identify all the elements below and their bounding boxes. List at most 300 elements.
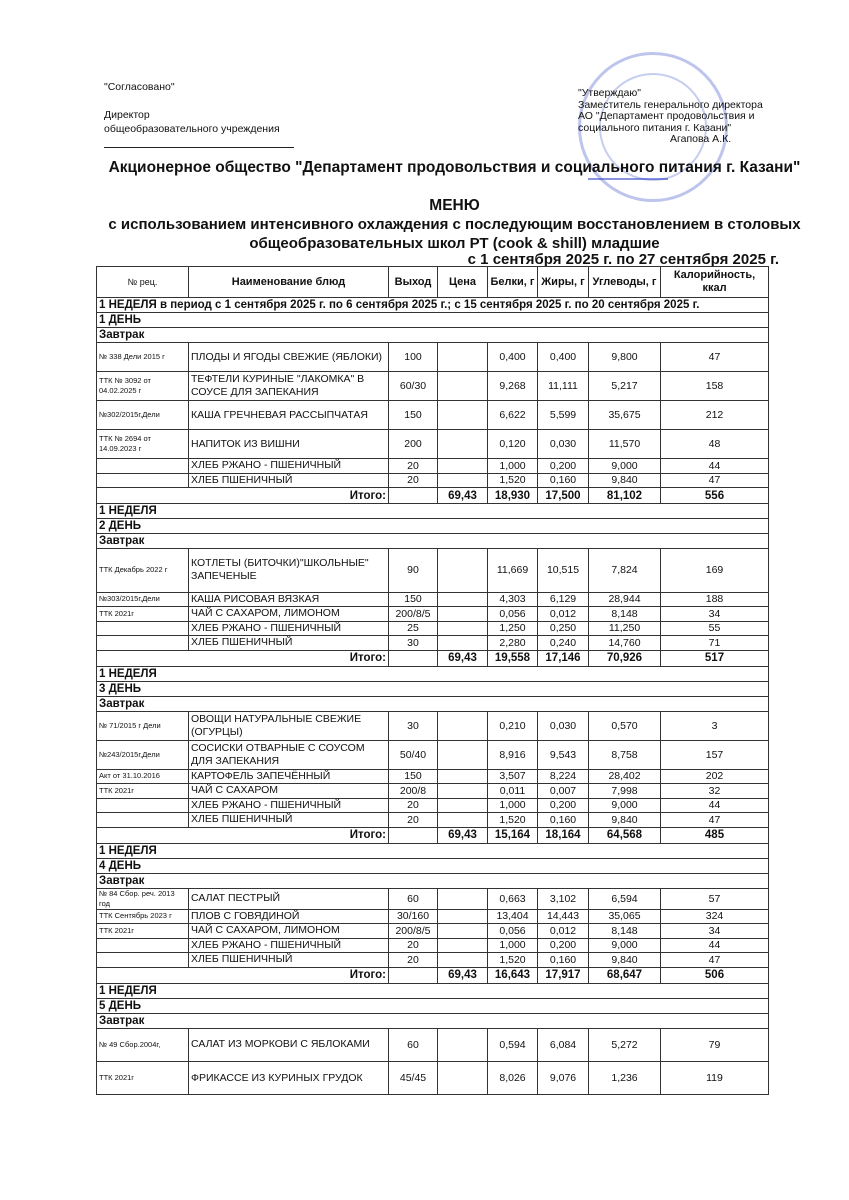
dish-name: ХЛЕБ РЖАНО - ПШЕНИЧНЫЙ xyxy=(189,621,389,636)
carbs-cell: 9,000 xyxy=(589,938,661,953)
total-output xyxy=(389,650,438,666)
dish-name: ХЛЕБ РЖАНО - ПШЕНИЧНЫЙ xyxy=(189,459,389,474)
table-row xyxy=(97,888,769,909)
recipe-code: Акт от 31.10.2016 xyxy=(97,769,189,784)
portion-output: 150 xyxy=(389,401,438,430)
total-label: Итого: xyxy=(97,967,389,983)
fat-cell: 14,443 xyxy=(538,909,589,924)
protein-cell: 0,594 xyxy=(488,1028,538,1061)
menu-title: МЕНЮ xyxy=(429,197,480,214)
kcal-cell: 71 xyxy=(661,636,769,651)
price-cell xyxy=(438,938,488,953)
kcal-cell: 79 xyxy=(661,1028,769,1061)
portion-output: 20 xyxy=(389,459,438,474)
carbs-cell: 7,824 xyxy=(589,549,661,593)
portion-output: 60 xyxy=(389,1028,438,1061)
price-cell xyxy=(438,473,488,488)
dish-name: ХЛЕБ ПШЕНИЧНЫЙ xyxy=(189,473,389,488)
table-row xyxy=(97,621,769,636)
dish-name: ХЛЕБ РЖАНО - ПШЕНИЧНЫЙ xyxy=(189,798,389,813)
protein-cell: 0,120 xyxy=(488,430,538,459)
recipe-code xyxy=(97,798,189,813)
week-label: 1 НЕДЕЛЯ xyxy=(97,983,769,998)
carbs-cell: 9,000 xyxy=(589,798,661,813)
week-label: 1 НЕДЕЛЯ xyxy=(97,843,769,858)
table-row xyxy=(97,473,769,488)
table-row xyxy=(97,549,769,593)
fat-cell: 0,007 xyxy=(538,784,589,799)
total-price: 69,43 xyxy=(438,488,488,504)
table-row xyxy=(97,636,769,651)
total-output xyxy=(389,488,438,504)
carbs-cell: 35,675 xyxy=(589,401,661,430)
portion-output: 25 xyxy=(389,621,438,636)
menu-period: с 1 сентября 2025 г. по 27 сентября 2025 г. xyxy=(467,251,779,268)
total-price: 69,43 xyxy=(438,967,488,983)
dish-name: ТЕФТЕЛИ КУРИНЫЕ "ЛАКОМКА" В СОУСЕ ДЛЯ ЗАПЕКАНИЯ xyxy=(189,372,389,401)
table-row xyxy=(97,769,769,784)
kcal-cell: 324 xyxy=(661,909,769,924)
table-row xyxy=(97,343,769,372)
total-protein: 19,558 xyxy=(488,650,538,666)
carbs-cell: 14,760 xyxy=(589,636,661,651)
menu-subtitle: с использованием интенсивного охлаждения с последующим восстановлением в столовых общеобразовательных школ РТ (cook & shill) младшие xyxy=(108,216,801,252)
meal-label: Завтрак xyxy=(97,534,769,549)
portion-output: 150 xyxy=(389,592,438,607)
col-header: Цена xyxy=(438,267,488,298)
recipe-code: ТТК 2021г xyxy=(97,784,189,799)
col-header: Наименование блюд xyxy=(189,267,389,298)
day-row xyxy=(97,998,769,1013)
price-cell xyxy=(438,924,488,939)
dish-name: ФРИКАССЕ ИЗ КУРИНЫХ ГРУДОК xyxy=(189,1061,389,1094)
meal-row xyxy=(97,873,769,888)
fat-cell: 0,030 xyxy=(538,711,589,740)
dish-name: СОСИСКИ ОТВАРНЫЕ С СОУСОМ ДЛЯ ЗАПЕКАНИЯ xyxy=(189,740,389,769)
meal-row xyxy=(97,696,769,711)
dish-name: ПЛОВ С ГОВЯДИНОЙ xyxy=(189,909,389,924)
price-cell xyxy=(438,636,488,651)
director-org: общеобразовательного учреждения xyxy=(104,123,280,135)
period-row xyxy=(97,298,769,313)
org-title: Акционерное общество "Департамент продовольствия и социального питания г. Казани" xyxy=(108,159,801,176)
total-carbs: 81,102 xyxy=(589,488,661,504)
carbs-cell: 5,272 xyxy=(589,1028,661,1061)
fat-cell: 3,102 xyxy=(538,888,589,909)
dish-name: КАРТОФЕЛЬ ЗАПЕЧЁННЫЙ xyxy=(189,769,389,784)
kcal-cell: 57 xyxy=(661,888,769,909)
total-kcal: 556 xyxy=(661,488,769,504)
protein-cell: 6,622 xyxy=(488,401,538,430)
fat-cell: 0,012 xyxy=(538,607,589,622)
price-cell xyxy=(438,769,488,784)
total-carbs: 68,647 xyxy=(589,967,661,983)
meal-row xyxy=(97,1013,769,1028)
day-label: 2 ДЕНЬ xyxy=(97,519,769,534)
carbs-cell: 28,944 xyxy=(589,592,661,607)
carbs-cell: 0,570 xyxy=(589,711,661,740)
protein-cell: 1,520 xyxy=(488,953,538,968)
day-label: 5 ДЕНЬ xyxy=(97,998,769,1013)
week-row xyxy=(97,843,769,858)
carbs-cell: 6,594 xyxy=(589,888,661,909)
total-row xyxy=(97,827,769,843)
week-label: 1 НЕДЕЛЯ xyxy=(97,504,769,519)
fat-cell: 9,076 xyxy=(538,1061,589,1094)
carbs-cell: 9,840 xyxy=(589,953,661,968)
recipe-code xyxy=(97,636,189,651)
carbs-cell: 8,148 xyxy=(589,924,661,939)
approval-block xyxy=(578,88,778,146)
recipe-code xyxy=(97,813,189,828)
fat-cell: 9,543 xyxy=(538,740,589,769)
fat-cell: 0,160 xyxy=(538,473,589,488)
protein-cell: 11,669 xyxy=(488,549,538,593)
meal-label: Завтрак xyxy=(97,328,769,343)
col-header: Углеводы, г xyxy=(589,267,661,298)
carbs-cell: 5,217 xyxy=(589,372,661,401)
carbs-cell: 28,402 xyxy=(589,769,661,784)
approver-name: Агапова А.К. xyxy=(670,133,732,146)
meal-row xyxy=(97,328,769,343)
price-cell xyxy=(438,909,488,924)
total-kcal: 485 xyxy=(661,827,769,843)
fat-cell: 0,200 xyxy=(538,938,589,953)
dish-name: ХЛЕБ ПШЕНИЧНЫЙ xyxy=(189,953,389,968)
col-header: № рец. xyxy=(97,267,189,298)
protein-cell: 3,507 xyxy=(488,769,538,784)
dish-name: ОВОЩИ НАТУРАЛЬНЫЕ СВЕЖИЕ (ОГУРЦЫ) xyxy=(189,711,389,740)
total-protein: 16,643 xyxy=(488,967,538,983)
total-row xyxy=(97,488,769,504)
meal-label: Завтрак xyxy=(97,696,769,711)
portion-output: 90 xyxy=(389,549,438,593)
total-output xyxy=(389,967,438,983)
protein-cell: 4,303 xyxy=(488,592,538,607)
dish-name: САЛАТ ИЗ МОРКОВИ С ЯБЛОКАМИ xyxy=(189,1028,389,1061)
portion-output: 200/8/5 xyxy=(389,924,438,939)
portion-output: 20 xyxy=(389,473,438,488)
day-label: 4 ДЕНЬ xyxy=(97,858,769,873)
table-row xyxy=(97,924,769,939)
total-fat: 17,146 xyxy=(538,650,589,666)
price-cell xyxy=(438,1028,488,1061)
carbs-cell: 35,065 xyxy=(589,909,661,924)
fat-cell: 0,200 xyxy=(538,798,589,813)
protein-cell: 2,280 xyxy=(488,636,538,651)
total-label: Итого: xyxy=(97,650,389,666)
portion-output: 200/8/5 xyxy=(389,607,438,622)
kcal-cell: 34 xyxy=(661,924,769,939)
portion-output: 200/8 xyxy=(389,784,438,799)
total-protein: 18,930 xyxy=(488,488,538,504)
protein-cell: 0,056 xyxy=(488,607,538,622)
carbs-cell: 9,840 xyxy=(589,813,661,828)
table-row xyxy=(97,798,769,813)
dish-name: КОТЛЕТЫ (БИТОЧКИ)"ШКОЛЬНЫЕ" ЗАПЕЧЕНЫЕ xyxy=(189,549,389,593)
dish-name: ПЛОДЫ И ЯГОДЫ СВЕЖИЕ (ЯБЛОКИ) xyxy=(189,343,389,372)
table-row xyxy=(97,459,769,474)
recipe-code: № 84 Сбор. реч. 2013 год xyxy=(97,888,189,909)
signature-line xyxy=(104,147,294,148)
recipe-code: ТТК 2021г xyxy=(97,1061,189,1094)
fat-cell: 11,111 xyxy=(538,372,589,401)
carbs-cell: 11,250 xyxy=(589,621,661,636)
approve-org-2: социального питания г. Казани" xyxy=(578,121,732,134)
week-label: 1 НЕДЕЛЯ xyxy=(97,666,769,681)
kcal-cell: 48 xyxy=(661,430,769,459)
total-fat: 17,500 xyxy=(538,488,589,504)
protein-cell: 13,404 xyxy=(488,909,538,924)
price-cell xyxy=(438,607,488,622)
portion-output: 100 xyxy=(389,343,438,372)
recipe-code xyxy=(97,938,189,953)
dish-name: НАПИТОК ИЗ ВИШНИ xyxy=(189,430,389,459)
fat-cell: 0,030 xyxy=(538,430,589,459)
price-cell xyxy=(438,711,488,740)
carbs-cell: 7,998 xyxy=(589,784,661,799)
protein-cell: 9,268 xyxy=(488,372,538,401)
week-row xyxy=(97,983,769,998)
protein-cell: 0,056 xyxy=(488,924,538,939)
portion-output: 30 xyxy=(389,711,438,740)
table-row xyxy=(97,909,769,924)
meal-label: Завтрак xyxy=(97,873,769,888)
portion-output: 20 xyxy=(389,953,438,968)
day-label: 3 ДЕНЬ xyxy=(97,681,769,696)
recipe-code: ТТК 2021г xyxy=(97,924,189,939)
fat-cell: 0,200 xyxy=(538,459,589,474)
price-cell xyxy=(438,592,488,607)
dish-name: ХЛЕБ ПШЕНИЧНЫЙ xyxy=(189,813,389,828)
kcal-cell: 158 xyxy=(661,372,769,401)
kcal-cell: 32 xyxy=(661,784,769,799)
portion-output: 200 xyxy=(389,430,438,459)
portion-output: 20 xyxy=(389,798,438,813)
total-carbs: 70,926 xyxy=(589,650,661,666)
day-row xyxy=(97,519,769,534)
total-price: 69,43 xyxy=(438,650,488,666)
kcal-cell: 47 xyxy=(661,473,769,488)
kcal-cell: 44 xyxy=(661,459,769,474)
carbs-cell: 9,000 xyxy=(589,459,661,474)
approve-org-1: АО "Департамент продовольствия и xyxy=(578,110,755,123)
meal-label: Завтрак xyxy=(97,1013,769,1028)
price-cell xyxy=(438,372,488,401)
fat-cell: 0,160 xyxy=(538,813,589,828)
price-cell xyxy=(438,343,488,372)
protein-cell: 0,011 xyxy=(488,784,538,799)
day-label: 1 ДЕНЬ xyxy=(97,313,769,328)
dish-name: КАША РИСОВАЯ ВЯЗКАЯ xyxy=(189,592,389,607)
recipe-code: ТТК № 3092 от 04.02.2025 г xyxy=(97,372,189,401)
table-row xyxy=(97,953,769,968)
price-cell xyxy=(438,740,488,769)
kcal-cell: 47 xyxy=(661,343,769,372)
kcal-cell: 47 xyxy=(661,813,769,828)
table-header-row xyxy=(97,267,769,298)
portion-output: 50/40 xyxy=(389,740,438,769)
week-row xyxy=(97,504,769,519)
price-cell xyxy=(438,430,488,459)
kcal-cell: 212 xyxy=(661,401,769,430)
dish-name: КАША ГРЕЧНЕВАЯ РАССЫПЧАТАЯ xyxy=(189,401,389,430)
recipe-code xyxy=(97,953,189,968)
price-cell xyxy=(438,621,488,636)
period-text: 1 НЕДЕЛЯ в период с 1 сентября 2025 г. по 6 сентября 2025 г.; с 15 сентября 2025 г. по 20 сентября 2025 г. xyxy=(97,298,769,313)
portion-output: 20 xyxy=(389,813,438,828)
menu-table xyxy=(96,266,769,1095)
recipe-code: ТТК Декабрь 2022 г xyxy=(97,549,189,593)
col-header: Выход xyxy=(389,267,438,298)
portion-output: 60/30 xyxy=(389,372,438,401)
recipe-code: №243/2015г,Дели xyxy=(97,740,189,769)
portion-output: 45/45 xyxy=(389,1061,438,1094)
price-cell xyxy=(438,798,488,813)
col-header: Жиры, г xyxy=(538,267,589,298)
carbs-cell: 9,840 xyxy=(589,473,661,488)
dish-name: САЛАТ ПЕСТРЫЙ xyxy=(189,888,389,909)
portion-output: 30 xyxy=(389,636,438,651)
recipe-code: № 49 Сбор.2004г, xyxy=(97,1028,189,1061)
price-cell xyxy=(438,888,488,909)
table-row xyxy=(97,592,769,607)
protein-cell: 0,210 xyxy=(488,711,538,740)
day-row xyxy=(97,681,769,696)
recipe-code xyxy=(97,473,189,488)
dish-name: ЧАЙ С САХАРОМ xyxy=(189,784,389,799)
total-label: Итого: xyxy=(97,827,389,843)
total-row xyxy=(97,650,769,666)
kcal-cell: 34 xyxy=(661,607,769,622)
approve-label: "Утверждаю" xyxy=(578,87,641,99)
total-fat: 17,917 xyxy=(538,967,589,983)
fat-cell: 0,240 xyxy=(538,636,589,651)
table-row xyxy=(97,1061,769,1094)
recipe-code: ТТК Сентябрь 2023 г xyxy=(97,909,189,924)
protein-cell: 1,000 xyxy=(488,798,538,813)
price-cell xyxy=(438,784,488,799)
table-row xyxy=(97,607,769,622)
recipe-code xyxy=(97,621,189,636)
fat-cell: 6,129 xyxy=(538,592,589,607)
table-row xyxy=(97,784,769,799)
protein-cell: 1,520 xyxy=(488,473,538,488)
total-kcal: 506 xyxy=(661,967,769,983)
kcal-cell: 3 xyxy=(661,711,769,740)
protein-cell: 0,400 xyxy=(488,343,538,372)
recipe-code xyxy=(97,459,189,474)
price-cell xyxy=(438,401,488,430)
recipe-code: №303/2015г,Дели xyxy=(97,592,189,607)
kcal-cell: 188 xyxy=(661,592,769,607)
fat-cell: 10,515 xyxy=(538,549,589,593)
carbs-cell: 11,570 xyxy=(589,430,661,459)
day-row xyxy=(97,858,769,873)
table-row xyxy=(97,401,769,430)
total-price: 69,43 xyxy=(438,827,488,843)
portion-output: 150 xyxy=(389,769,438,784)
recipe-code: ТТК № 2694 от 14.09.2023 г xyxy=(97,430,189,459)
table-row xyxy=(97,938,769,953)
fat-cell: 5,599 xyxy=(538,401,589,430)
director-title: Директор xyxy=(104,109,150,121)
day-row xyxy=(97,313,769,328)
kcal-cell: 44 xyxy=(661,938,769,953)
kcal-cell: 157 xyxy=(661,740,769,769)
approve-position: Заместитель генерального директора xyxy=(578,98,763,111)
week-row xyxy=(97,666,769,681)
price-cell xyxy=(438,813,488,828)
dish-name: ХЛЕБ ПШЕНИЧНЫЙ xyxy=(189,636,389,651)
fat-cell: 0,250 xyxy=(538,621,589,636)
fat-cell: 0,160 xyxy=(538,953,589,968)
total-fat: 18,164 xyxy=(538,827,589,843)
kcal-cell: 55 xyxy=(661,621,769,636)
kcal-cell: 169 xyxy=(661,549,769,593)
protein-cell: 1,000 xyxy=(488,459,538,474)
protein-cell: 1,250 xyxy=(488,621,538,636)
protein-cell: 8,916 xyxy=(488,740,538,769)
portion-output: 60 xyxy=(389,888,438,909)
carbs-cell: 8,148 xyxy=(589,607,661,622)
total-label: Итого: xyxy=(97,488,389,504)
table-row xyxy=(97,430,769,459)
table-row xyxy=(97,813,769,828)
fat-cell: 0,012 xyxy=(538,924,589,939)
fat-cell: 8,224 xyxy=(538,769,589,784)
protein-cell: 1,000 xyxy=(488,938,538,953)
portion-output: 30/160 xyxy=(389,909,438,924)
protein-cell: 0,663 xyxy=(488,888,538,909)
dish-name: ЧАЙ С САХАРОМ, ЛИМОНОМ xyxy=(189,924,389,939)
total-protein: 15,164 xyxy=(488,827,538,843)
table-row xyxy=(97,1028,769,1061)
price-cell xyxy=(438,1061,488,1094)
total-output xyxy=(389,827,438,843)
carbs-cell: 9,800 xyxy=(589,343,661,372)
total-row xyxy=(97,967,769,983)
kcal-cell: 119 xyxy=(661,1061,769,1094)
agreement-block xyxy=(104,80,280,136)
recipe-code: № 71/2015 г Дели xyxy=(97,711,189,740)
fat-cell: 0,400 xyxy=(538,343,589,372)
table-row xyxy=(97,711,769,740)
price-cell xyxy=(438,549,488,593)
carbs-cell: 1,236 xyxy=(589,1061,661,1094)
fat-cell: 6,084 xyxy=(538,1028,589,1061)
col-header: Калорийность, ккал xyxy=(661,267,769,298)
agreed-label: "Согласовано" xyxy=(104,81,175,93)
kcal-cell: 202 xyxy=(661,769,769,784)
recipe-code: ТТК 2021г xyxy=(97,607,189,622)
recipe-code: № 338 Дели 2015 г xyxy=(97,343,189,372)
kcal-cell: 47 xyxy=(661,953,769,968)
dish-name: ХЛЕБ РЖАНО - ПШЕНИЧНЫЙ xyxy=(189,938,389,953)
protein-cell: 1,520 xyxy=(488,813,538,828)
price-cell xyxy=(438,459,488,474)
price-cell xyxy=(438,953,488,968)
carbs-cell: 8,758 xyxy=(589,740,661,769)
col-header: Белки, г xyxy=(488,267,538,298)
total-kcal: 517 xyxy=(661,650,769,666)
dish-name: ЧАЙ С САХАРОМ, ЛИМОНОМ xyxy=(189,607,389,622)
table-row xyxy=(97,740,769,769)
recipe-code: №302/2015г,Дели xyxy=(97,401,189,430)
table-row xyxy=(97,372,769,401)
total-carbs: 64,568 xyxy=(589,827,661,843)
portion-output: 20 xyxy=(389,938,438,953)
